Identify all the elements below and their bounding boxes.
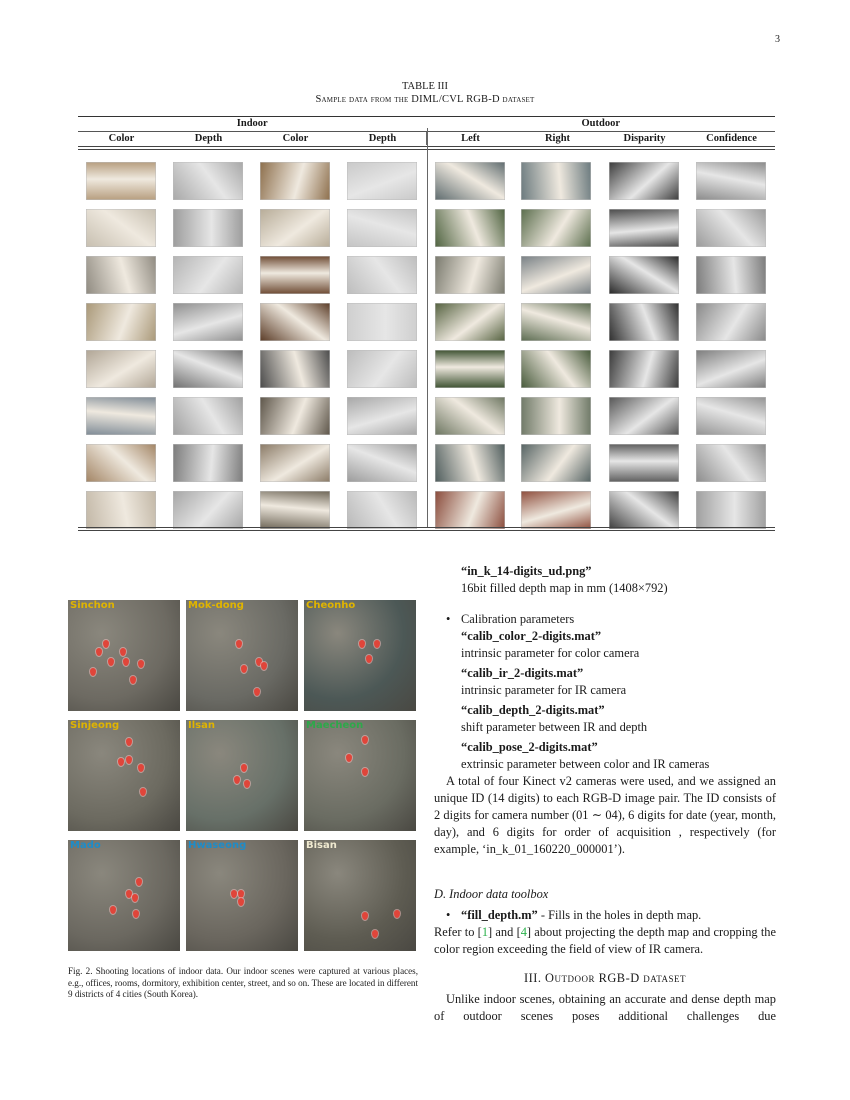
table-row [78,397,775,435]
location-pin-icon [90,668,96,676]
map-label: Cheonho [306,600,356,611]
col-outdoor-left: Left [461,133,480,144]
location-pin-icon [120,648,126,656]
sample-image-right [521,444,591,482]
location-pin-icon [241,665,247,673]
sample-image-right [521,303,591,341]
calib-color-desc: intrinsic parameter for color camera [461,646,640,660]
map-sinchon [68,600,180,711]
map-label: Bisan [306,840,337,851]
sample-image-depth [347,256,417,294]
sample-image-disparity [609,162,679,200]
sample-image-disparity [609,444,679,482]
location-pin-icon [374,640,380,648]
location-pin-icon [110,906,116,914]
col-indoor-color-2: Color [282,133,309,144]
location-pin-icon [244,780,250,788]
location-pin-icon [132,894,138,902]
sample-image-left [435,256,505,294]
bullet-fill-depth: • “fill_depth.m” - Fills in the holes in depth map. [446,908,702,922]
sample-image-depth [173,209,243,247]
sample-image-color [260,444,330,482]
location-pin-icon [126,738,132,746]
sample-image-color [260,491,330,529]
sample-image-depth [173,491,243,529]
sample-image-right [521,491,591,529]
table-row [78,162,775,200]
sample-image-color [260,397,330,435]
paragraph-unique-id: A total of four Kinect v2 cameras were used, and we assigned an unique ID (14 digits) to each RGB-D image pair. The ID consists of 2 digits for camera number (01 ∼ 04), 6 digits for date (year, month, day), and 6 digits for order of acquisition , respectively (for example, ‘in_k_01_160220_000001’). [434,774,776,856]
sample-image-left [435,444,505,482]
location-pin-icon [130,676,136,684]
col-indoor-depth-2: Depth [339,132,427,145]
map-cheonho [304,600,416,711]
calib-ir-desc: intrinsic parameter for IR camera [461,683,627,697]
map-label: Sinjeong [70,720,120,731]
calib-color-name: “calib_color_2-digits.mat” [461,629,602,643]
table-bottom-rule [78,527,775,531]
map-label: Mok-dong [188,600,244,611]
map-label: Hwaseong [188,840,247,851]
calibration-list [434,611,776,858]
table-image-grid [78,150,775,528]
sample-data-table [78,116,775,528]
sample-image-confidence [696,162,766,200]
bullet-icon: • [446,612,451,626]
map-maecheon [304,720,416,831]
sample-image-confidence [696,303,766,341]
figure-2-caption: Fig. 2. Shooting locations of indoor data. Our indoor scenes were captured at various places, e.g., offices, rooms, dormitory, exhibition center, street, and so on. These are located in different 9 districts of 4 cities (South Korea). [68,966,418,999]
location-pin-icon [118,758,124,766]
file-name-ud: “in_k_14-digits_ud.png” [461,564,592,578]
sample-image-disparity [609,350,679,388]
table-label: TABLE III [401,81,449,92]
bullet-icon: • [446,908,451,922]
map-label: Ilsan [188,720,215,731]
sample-image-color [86,350,156,388]
bullet-calibration: • Calibration parameters [446,612,575,626]
sample-image-depth [347,162,417,200]
map-ilsan [186,720,298,831]
citation-link-4[interactable]: 4 [520,925,527,939]
location-pin-icon [238,898,244,906]
location-pin-icon [362,912,368,920]
location-pin-icon [231,890,237,898]
location-pin-icon [362,768,368,776]
sample-image-right [521,256,591,294]
sample-image-depth [347,491,417,529]
map-sinjeong [68,720,180,831]
sample-image-color [260,303,330,341]
sample-image-color [260,350,330,388]
table-row [78,256,775,294]
calib-pose-name: “calib_pose_2-digits.mat” [461,740,598,754]
location-pin-icon [261,662,267,670]
col-outdoor-disparity: Disparity [623,133,666,144]
paragraph-refer: Refer to [1] and [4] about projecting the depth map and cropping the color region exceeding the field of view of IR camera. [434,925,776,956]
map-mado [68,840,180,951]
table-row [78,444,775,482]
sample-image-color [86,303,156,341]
sample-image-depth [173,162,243,200]
location-pin-icon [138,764,144,772]
map-label: Sinchon [70,600,115,611]
map-label: Maecheon [306,720,364,731]
location-pin-icon [103,640,109,648]
sample-image-depth [173,256,243,294]
sample-image-color [260,162,330,200]
location-pin-icon [108,658,114,666]
location-pin-icon [126,756,132,764]
sample-image-right [521,209,591,247]
table-row [78,491,775,529]
sample-image-left [435,350,505,388]
map-bisan [304,840,416,951]
right-column [434,563,776,597]
sample-image-confidence [696,350,766,388]
location-pin-icon [133,910,139,918]
sample-image-color [86,397,156,435]
location-pin-icon [236,640,242,648]
sample-image-disparity [609,303,679,341]
table-caption [0,80,850,106]
sample-image-confidence [696,397,766,435]
sample-image-depth [347,303,417,341]
sample-image-disparity [609,397,679,435]
page-number: 3 [775,34,780,45]
figure-2-maps [68,600,416,895]
paragraph-outdoor: Unlike indoor scenes, obtaining an accurate and dense depth map of outdoor scenes poses additional challenges due [434,992,776,1023]
sample-image-depth [347,209,417,247]
sample-image-depth [173,303,243,341]
sample-image-confidence [696,256,766,294]
sample-image-left [435,303,505,341]
location-pin-icon [238,890,244,898]
col-indoor-depth-1: Depth [194,133,223,144]
col-outdoor-right: Right [544,133,571,144]
table-row [78,303,775,341]
location-pin-icon [138,660,144,668]
col-outdoor-confidence: Confidence [706,133,757,144]
sample-image-right [521,350,591,388]
sample-image-depth [173,397,243,435]
sample-image-disparity [609,491,679,529]
sample-image-color [86,256,156,294]
file-desc-ud: 16bit filled depth map in mm (1408×792) [461,581,668,595]
subsection-heading: D. Indoor data toolbox [434,887,549,901]
location-pin-icon [362,736,368,744]
citation-link-1[interactable]: 1 [481,925,489,939]
location-pin-icon [140,788,146,796]
sample-image-depth [347,350,417,388]
location-pin-icon [372,930,378,938]
sample-image-left [435,162,505,200]
table-title: Sample data from the DIML/CVL RGB-D dataset [315,94,535,105]
sample-image-color [260,256,330,294]
section-heading: III. Outdoor RGB-D dataset [523,971,687,985]
calib-pose-desc: extrinsic parameter between color and IR cameras [461,757,710,771]
location-pin-icon [96,648,102,656]
group-indoor: Indoor [236,118,268,129]
location-pin-icon [254,688,260,696]
table-row [78,209,775,247]
sample-image-disparity [609,209,679,247]
calib-depth-desc: shift parameter between IR and depth [461,720,648,734]
location-pin-icon [359,640,365,648]
sample-image-left [435,491,505,529]
sample-image-color [260,209,330,247]
sample-image-color [86,209,156,247]
map-mokdong [186,600,298,711]
sample-image-left [435,397,505,435]
map-hwaseong [186,840,298,951]
toolbox-section [434,886,776,1025]
sample-image-left [435,209,505,247]
sample-image-depth [347,444,417,482]
sample-image-depth [347,397,417,435]
sample-image-right [521,162,591,200]
sample-image-depth [173,444,243,482]
location-pin-icon [136,878,142,886]
calib-depth-name: “calib_depth_2-digits.mat” [461,703,605,717]
calib-ir-name: “calib_ir_2-digits.mat” [461,666,584,680]
group-outdoor: Outdoor [581,118,620,129]
map-label: Mado [70,840,101,851]
location-pin-icon [234,776,240,784]
location-pin-icon [366,655,372,663]
sample-image-disparity [609,256,679,294]
location-pin-icon [394,910,400,918]
sample-image-color [86,491,156,529]
col-indoor-color-1: Color [108,133,135,144]
sample-image-confidence [696,444,766,482]
sample-image-depth [173,350,243,388]
location-pin-icon [123,658,129,666]
location-pin-icon [346,754,352,762]
location-pin-icon [241,764,247,772]
sample-image-confidence [696,209,766,247]
table-row [78,350,775,388]
sample-image-confidence [696,491,766,529]
sample-image-right [521,397,591,435]
sample-image-color [86,162,156,200]
sample-image-color [86,444,156,482]
